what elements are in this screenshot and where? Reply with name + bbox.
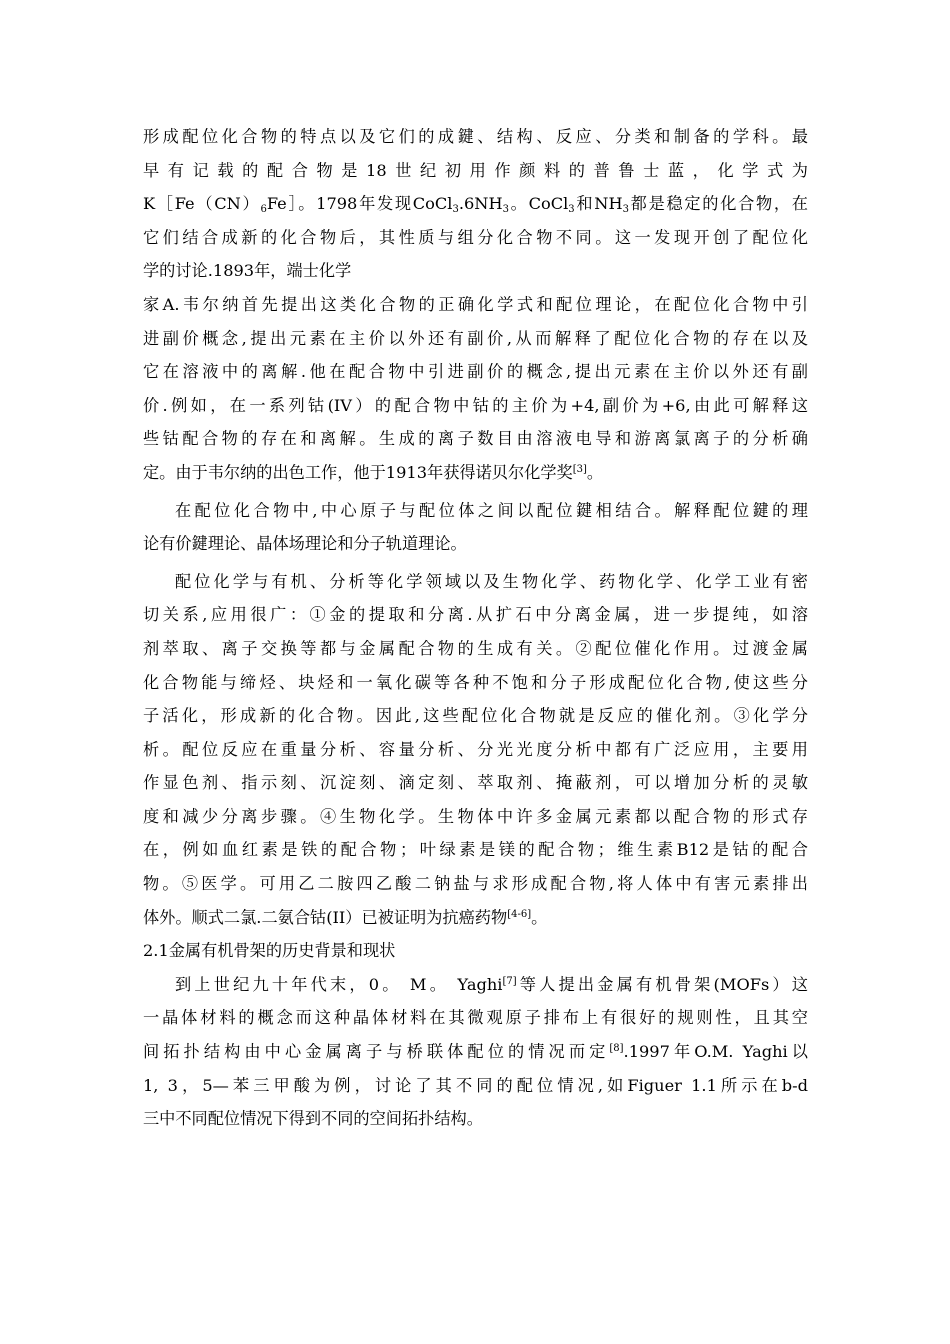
text-line: 1, 3，5—苯三甲酸为例，讨论了其不同的配位情况,如Figuer 1.1所示在b-d bbox=[143, 1075, 808, 1095]
text-line: 它在溶液中的离解.他在配合物中引进副价的概念,提出元素在主价以外还有副 bbox=[143, 362, 808, 382]
text-line: 它们结合成新的化合物后，其性质与组分化合物不同。这一发现开创了配位化 bbox=[143, 227, 808, 247]
text-line: 三中不同配位情况下得到不同的空间拓扑结构。 bbox=[143, 1109, 483, 1129]
text: 等人提出金属有机骨架(MOFs）这 bbox=[516, 974, 808, 994]
formula-text: 和NH bbox=[574, 194, 623, 214]
formula-text: 。CoCl bbox=[508, 194, 569, 214]
formula-text: Fe］。1798年发现CoCl bbox=[266, 194, 453, 214]
subscript: 3 bbox=[452, 204, 459, 216]
text-line: 些钴配合物的存在和离解。生成的离子数目由溶液电导和游离氯离子的分析确 bbox=[143, 429, 808, 449]
text-line: 进副价概念,提出元素在主价以外还有副价,从而解释了配位化合物的存在以及 bbox=[143, 328, 808, 348]
text: 体外。顺式二氯.二氨合钴(II）已被证明为抗癌药物 bbox=[143, 907, 508, 927]
text-line: 剂萃取、离子交换等都与金属配合物的生成有关。②配位催化作用。过渡金属 bbox=[143, 638, 808, 658]
paragraph-first-line bbox=[143, 968, 808, 1002]
text-line: 论有价鍵理论、晶体场理论和分子轨道理论。 bbox=[143, 534, 467, 554]
text-line: 学的讨论.1893年，端士化学 bbox=[143, 261, 352, 281]
text-line: 子活化，形成新的化合物。因此,这些配位化合物就是反应的催化剂。③化学分 bbox=[143, 706, 808, 726]
text-line: 家A.韦尔纳首先提出这类化合物的正确化学式和配位理论，在配位化合物中引 bbox=[143, 294, 808, 314]
citation-ref: [4-6] bbox=[507, 908, 532, 920]
text: 。 bbox=[586, 462, 604, 482]
text-line: 切关系,应用很广：①金的提取和分离.从扩石中分离金属，进一步提纯，如溶 bbox=[143, 605, 808, 625]
text: .1997年O.M. Yaghi以 bbox=[623, 1042, 808, 1062]
text: 到上世纪九十年代末，0。 M。 Yaghi bbox=[175, 974, 503, 994]
text: 。 bbox=[531, 907, 548, 927]
paragraph-first-line: 配位化学与有机、分析等化学领域以及生物化学、药物化学、化学工业有密 bbox=[175, 571, 808, 591]
text-line-with-citation bbox=[143, 456, 808, 490]
citation-ref: [8] bbox=[609, 1043, 624, 1055]
text-line: 析。配位反应在重量分析、容量分析、分光光度分析中都有广泛应用，主要用 bbox=[143, 739, 808, 759]
citation-ref: [3] bbox=[572, 463, 587, 475]
text-line: 早有记载的配合物是18世纪初用作颜料的普鲁士蓝，化学式为 bbox=[143, 160, 808, 180]
formula-text: K［Fe（CN） bbox=[143, 194, 261, 214]
subscript: 6 bbox=[260, 204, 267, 216]
text-line: 在，例如血红素是铁的配合物；叶绿素是镁的配合物；维生素B12是钴的配合 bbox=[143, 840, 808, 860]
text-line: 价.例如，在一系列钴(IV）的配合物中钴的主价为+4,副价为+6,由此可解释这 bbox=[143, 395, 808, 415]
subscript: 3 bbox=[622, 204, 629, 216]
text-line-with-citation bbox=[143, 901, 808, 935]
paragraph-first-line: 在配位化合物中,中心原子与配位体之间以配位鍵相结合。解释配位鍵的理 bbox=[175, 500, 808, 520]
subscript: 3 bbox=[568, 204, 575, 216]
section-heading: 2.1金属有机骨架的历史背景和现状 bbox=[143, 941, 396, 961]
text-line: 化合物能与缔烃、块烃和一氧化碳等各种不饱和分子形成配位化合物,使这些分 bbox=[143, 672, 808, 692]
text-line-formula bbox=[143, 187, 808, 221]
text-line-with-citation bbox=[143, 1035, 808, 1069]
citation-ref: [7] bbox=[502, 975, 517, 987]
text: 间拓扑结构由中心金属离子与桥联体配位的情况而定 bbox=[143, 1042, 610, 1062]
subscript: 3 bbox=[502, 204, 509, 216]
document-body bbox=[143, 120, 808, 1136]
text-line: 一晶体材料的概念而这种晶体材料在其微观原子排布上有很好的规则性，且其空 bbox=[143, 1008, 808, 1028]
formula-text: 都是稳定的化合物，在 bbox=[628, 194, 808, 214]
text: 定。由于韦尔纳的出色工作，他于1913年获得诺贝尔化学奖 bbox=[143, 462, 573, 482]
text-line: 度和减少分离步骤。④生物化学。生物体中许多金属元素都以配合物的形式存 bbox=[143, 806, 808, 826]
text-line: 物。⑤医学。可用乙二胺四乙酸二钠盐与求形成配合物,将人体中有害元素排出 bbox=[143, 874, 808, 894]
text-line: 作显色剂、指示刻、沉淀刻、滴定刻、萃取剂、掩蔽剂，可以增加分析的灵敏 bbox=[143, 773, 808, 793]
formula-text: .6NH bbox=[458, 194, 503, 214]
text-line: 形成配位化合物的特点以及它们的成鍵、结构、反应、分类和制备的学科。最 bbox=[143, 127, 808, 146]
